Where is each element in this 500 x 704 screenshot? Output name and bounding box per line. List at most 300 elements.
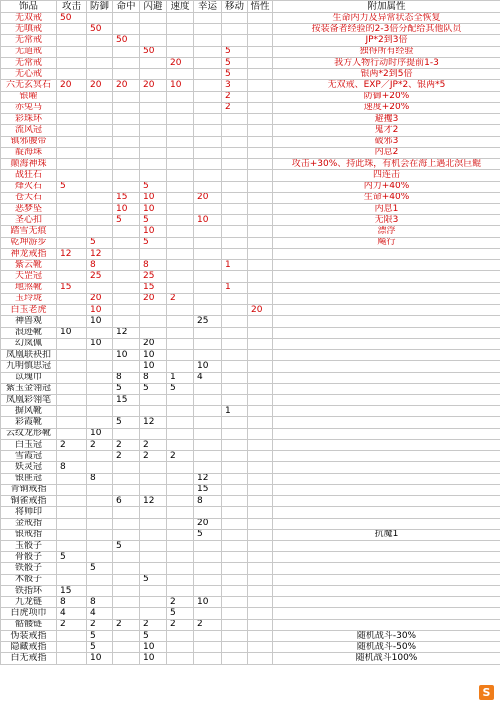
header-cell: 幸运 [194,1,222,13]
stat-cell [248,181,273,192]
stat-cell: 5 [87,642,113,653]
stat-cell [248,282,273,293]
stat-cell [222,507,248,518]
stat-cell [167,552,194,563]
table-row [1,136,500,147]
stat-cell [222,529,248,540]
stat-cell [57,237,87,248]
stat-cell [167,574,194,585]
stat-cell [87,114,113,125]
stat-cell [113,316,140,327]
stat-cell [87,69,113,80]
stat-cell [57,518,87,529]
stat-cell [248,597,273,608]
stat-cell [222,361,248,372]
stat-cell [167,260,194,271]
stat-cell [194,608,222,619]
stat-cell: 5 [140,630,167,641]
extra-attribute [273,552,500,563]
stat-cell [140,69,167,80]
table-row [1,439,500,450]
stat-cell: 15 [113,192,140,203]
stat-cell [222,338,248,349]
extra-attribute [273,327,500,338]
stat-cell [194,24,222,35]
stat-cell: 4 [57,608,87,619]
stat-cell [87,327,113,338]
stat-cell [248,417,273,428]
table-row [1,181,500,192]
stat-cell: 5 [167,608,194,619]
stat-cell: 10 [140,192,167,203]
stat-cell [194,102,222,113]
item-name: 银匪冠 [1,473,57,484]
stat-cell [57,451,87,462]
item-name: 骨骰子 [1,552,57,563]
stat-cell [57,192,87,203]
stat-cell [87,383,113,394]
stat-cell: 2 [167,293,194,304]
table-row [1,57,500,68]
stat-cell [222,462,248,473]
stat-cell [167,237,194,248]
stat-cell [57,226,87,237]
stat-cell [113,147,140,158]
stat-cell [113,159,140,170]
extra-attribute: 生命内力及异常状态全恢复 [273,13,500,24]
stat-cell [222,451,248,462]
stat-cell [222,563,248,574]
stat-cell [140,136,167,147]
stat-cell [113,642,140,653]
stat-cell [194,563,222,574]
item-name: 白虎项巾 [1,608,57,619]
item-name: 烽火石 [1,181,57,192]
stat-cell: 2 [87,619,113,630]
stat-cell: 2 [87,439,113,450]
stat-cell: 2 [57,619,87,630]
extra-attribute [273,439,500,450]
table-row [1,451,500,462]
stat-cell [167,271,194,282]
stat-cell: 1 [222,282,248,293]
stat-cell [87,462,113,473]
stat-cell: 2 [140,451,167,462]
item-name: 铁指环 [1,585,57,596]
stat-cell [87,192,113,203]
stat-cell [87,451,113,462]
stat-cell [167,248,194,259]
header-row [1,1,500,13]
stat-cell [194,260,222,271]
stat-cell [113,305,140,316]
stat-cell [140,170,167,181]
stat-cell [222,473,248,484]
stat-cell: 10 [87,338,113,349]
table-row [1,102,500,113]
table-row [1,305,500,316]
stat-cell: 5 [140,215,167,226]
stat-cell: 10 [113,203,140,214]
stat-cell [248,69,273,80]
stat-cell [113,552,140,563]
table-row [1,316,500,327]
stat-cell [140,585,167,596]
stat-cell [222,597,248,608]
stat-cell [113,518,140,529]
item-name: 九明慎思冠 [1,361,57,372]
stat-cell [140,552,167,563]
stat-cell [194,541,222,552]
stat-cell [57,91,87,102]
stat-cell: 12 [113,327,140,338]
stat-cell [113,529,140,540]
table-row [1,608,500,619]
stat-cell [194,630,222,641]
extra-attribute: JP*2到3倍 [273,35,500,46]
stat-cell [248,114,273,125]
extra-attribute: 四连击 [273,170,500,181]
stat-cell [194,338,222,349]
stat-cell [167,91,194,102]
item-name: 圣心扣 [1,215,57,226]
extra-attribute: 无限3 [273,215,500,226]
header-cell: 饰品 [1,1,57,13]
stat-cell [57,215,87,226]
stat-cell: 8 [87,260,113,271]
stat-cell [248,350,273,361]
stat-cell [194,125,222,136]
item-name: 六无玄冥石 [1,80,57,91]
stat-cell [248,192,273,203]
stat-cell [222,147,248,158]
stat-cell [140,462,167,473]
stat-cell [222,136,248,147]
stat-cell [113,170,140,181]
stat-cell: 20 [140,80,167,91]
extra-attribute: 我方人物行动时序提前1-3 [273,57,500,68]
stat-cell [57,372,87,383]
stat-cell [113,484,140,495]
stat-cell [57,203,87,214]
stat-cell [87,35,113,46]
stat-cell [167,316,194,327]
item-name: 云纹龙形靴 [1,428,57,439]
stat-cell: 8 [194,496,222,507]
stat-cell [194,80,222,91]
stat-cell: 10 [194,361,222,372]
extra-attribute [273,417,500,428]
stat-cell [248,316,273,327]
stat-cell: 10 [87,653,113,664]
extra-attribute [273,406,500,417]
stat-cell: 15 [57,282,87,293]
stat-cell [113,361,140,372]
stat-cell [113,293,140,304]
stat-cell [194,552,222,563]
stat-cell [222,226,248,237]
stat-cell: 2 [113,451,140,462]
stat-cell [87,518,113,529]
item-name: 紫玉金翎冠 [1,383,57,394]
stat-cell [57,114,87,125]
stat-cell: 1 [222,260,248,271]
extra-attribute [273,518,500,529]
table-row [1,114,500,125]
item-name: 苍天石 [1,192,57,203]
item-name: 骷髅链 [1,619,57,630]
stat-cell [194,91,222,102]
extra-attribute [273,383,500,394]
stat-cell [113,574,140,585]
stat-cell [113,282,140,293]
stat-cell [222,417,248,428]
stat-cell [222,484,248,495]
stat-cell [140,518,167,529]
extra-attribute [273,496,500,507]
stat-cell: 20 [57,80,87,91]
item-name: 紫云靴 [1,260,57,271]
table-row [1,260,500,271]
stat-cell [194,226,222,237]
extra-attribute: 无双戒、EXP／JP*2、银两*5 [273,80,500,91]
stat-cell: 10 [194,215,222,226]
stat-cell [140,248,167,259]
stat-cell [194,406,222,417]
stat-cell [248,170,273,181]
extra-attribute [273,282,500,293]
stat-cell: 2 [194,619,222,630]
extra-attribute: 防御+20% [273,91,500,102]
stat-cell [57,496,87,507]
header-cell: 附加属性 [273,1,500,13]
stat-cell [194,203,222,214]
stat-cell: 2 [113,619,140,630]
stat-cell [248,271,273,282]
stat-cell [194,417,222,428]
stat-cell [194,114,222,125]
stat-cell [248,260,273,271]
table-row [1,24,500,35]
stat-cell [57,69,87,80]
stat-cell [57,383,87,394]
stat-cell: 2 [222,91,248,102]
item-name: 幻岚佩 [1,338,57,349]
table-row [1,552,500,563]
stat-cell [167,428,194,439]
extra-attribute [273,462,500,473]
extra-attribute [273,271,500,282]
item-name: 雪霞冠 [1,451,57,462]
stat-cell [140,608,167,619]
stat-cell [248,394,273,405]
extra-attribute [273,394,500,405]
item-name: 赤兔马 [1,102,57,113]
extra-attribute [273,338,500,349]
stat-cell [113,46,140,57]
item-name: 凤凰彩翎笔 [1,394,57,405]
stat-cell [113,608,140,619]
stat-cell [248,203,273,214]
stat-cell [87,394,113,405]
stat-cell [87,552,113,563]
item-name: 镇邪腰带 [1,136,57,147]
stat-cell [140,316,167,327]
stat-cell [167,114,194,125]
stat-cell [167,507,194,518]
stat-cell: 20 [140,293,167,304]
stat-cell [140,529,167,540]
stat-cell: 5 [113,541,140,552]
stat-cell: 10 [194,597,222,608]
item-name: 青铜戒指 [1,484,57,495]
stat-cell [87,529,113,540]
stat-cell [113,125,140,136]
table-row [1,46,500,57]
table-row [1,80,500,91]
stat-cell [87,226,113,237]
table-row [1,361,500,372]
stat-cell [248,136,273,147]
stat-cell [57,35,87,46]
extra-attribute: 随机战斗100% [273,653,500,664]
stat-cell [248,439,273,450]
stat-cell: 20 [248,305,273,316]
stat-cell: 5 [140,237,167,248]
header-cell: 攻击 [57,1,87,13]
stat-cell [140,147,167,158]
table-row [1,282,500,293]
stat-cell [140,305,167,316]
stat-cell [248,541,273,552]
extra-attribute: 内息1 [273,203,500,214]
table-row [1,327,500,338]
extra-attribute [273,563,500,574]
stat-cell [167,630,194,641]
stat-cell [113,237,140,248]
stat-cell [140,597,167,608]
stat-cell [248,462,273,473]
stat-cell: 10 [87,428,113,439]
stat-cell [113,473,140,484]
stat-cell [222,350,248,361]
table-row [1,619,500,630]
extra-attribute: 速度+20% [273,102,500,113]
stat-cell [140,541,167,552]
stat-cell [87,46,113,57]
stat-cell [57,338,87,349]
stat-cell [87,136,113,147]
stat-cell [222,248,248,259]
stat-cell: 6 [113,496,140,507]
stat-cell [194,159,222,170]
table-row [1,574,500,585]
stat-cell [57,46,87,57]
stat-cell [57,125,87,136]
stat-cell [87,484,113,495]
item-name: 将帅印 [1,507,57,518]
table-row [1,159,500,170]
extra-attribute [273,428,500,439]
extra-attribute: 漂浮 [273,226,500,237]
stat-cell: 5 [113,383,140,394]
extra-attribute: 内息2 [273,147,500,158]
stat-cell [140,327,167,338]
stat-cell: 25 [140,271,167,282]
stat-cell: 8 [113,372,140,383]
table-row [1,597,500,608]
stat-cell [113,57,140,68]
item-name: 乾坤游步 [1,237,57,248]
extra-attribute [273,585,500,596]
item-name: 白玉冠 [1,439,57,450]
stat-cell [222,215,248,226]
stat-cell: 5 [87,563,113,574]
stat-cell [113,13,140,24]
extra-attribute [273,305,500,316]
stat-cell: 5 [222,57,248,68]
stat-cell [248,24,273,35]
extra-attribute [273,473,500,484]
item-name: 无嗔戒 [1,24,57,35]
stat-cell [194,642,222,653]
stat-cell [57,260,87,271]
stat-cell [57,24,87,35]
stat-cell [113,136,140,147]
stat-cell [167,439,194,450]
extra-attribute: 破邪3 [273,136,500,147]
stat-cell: 10 [140,226,167,237]
table-row [1,125,500,136]
stat-cell: 12 [57,248,87,259]
stat-cell [194,383,222,394]
stat-cell [248,574,273,585]
extra-attribute [273,372,500,383]
stat-cell [194,428,222,439]
stat-cell [222,630,248,641]
stat-cell: 8 [87,597,113,608]
item-name: 玉骰子 [1,541,57,552]
table-row [1,507,500,518]
table-row [1,406,500,417]
stat-cell [113,102,140,113]
stat-cell [194,46,222,57]
stat-cell [57,136,87,147]
item-name: 无道戒 [1,46,57,57]
stat-cell [57,484,87,495]
extra-attribute: 抗魔1 [273,529,500,540]
stat-cell: 10 [57,327,87,338]
stat-cell [140,428,167,439]
stat-cell: 10 [140,653,167,664]
stat-cell [167,305,194,316]
stat-cell [248,361,273,372]
stat-cell [57,57,87,68]
stat-cell [87,507,113,518]
stat-cell [194,585,222,596]
stat-cell [167,350,194,361]
extra-attribute [273,350,500,361]
stat-cell [194,653,222,664]
item-name: 木骰子 [1,574,57,585]
stat-cell: 8 [87,473,113,484]
stat-cell [57,529,87,540]
stat-cell: 5 [194,529,222,540]
stat-cell: 2 [167,619,194,630]
stat-cell [57,541,87,552]
table-row [1,69,500,80]
stat-cell [194,170,222,181]
